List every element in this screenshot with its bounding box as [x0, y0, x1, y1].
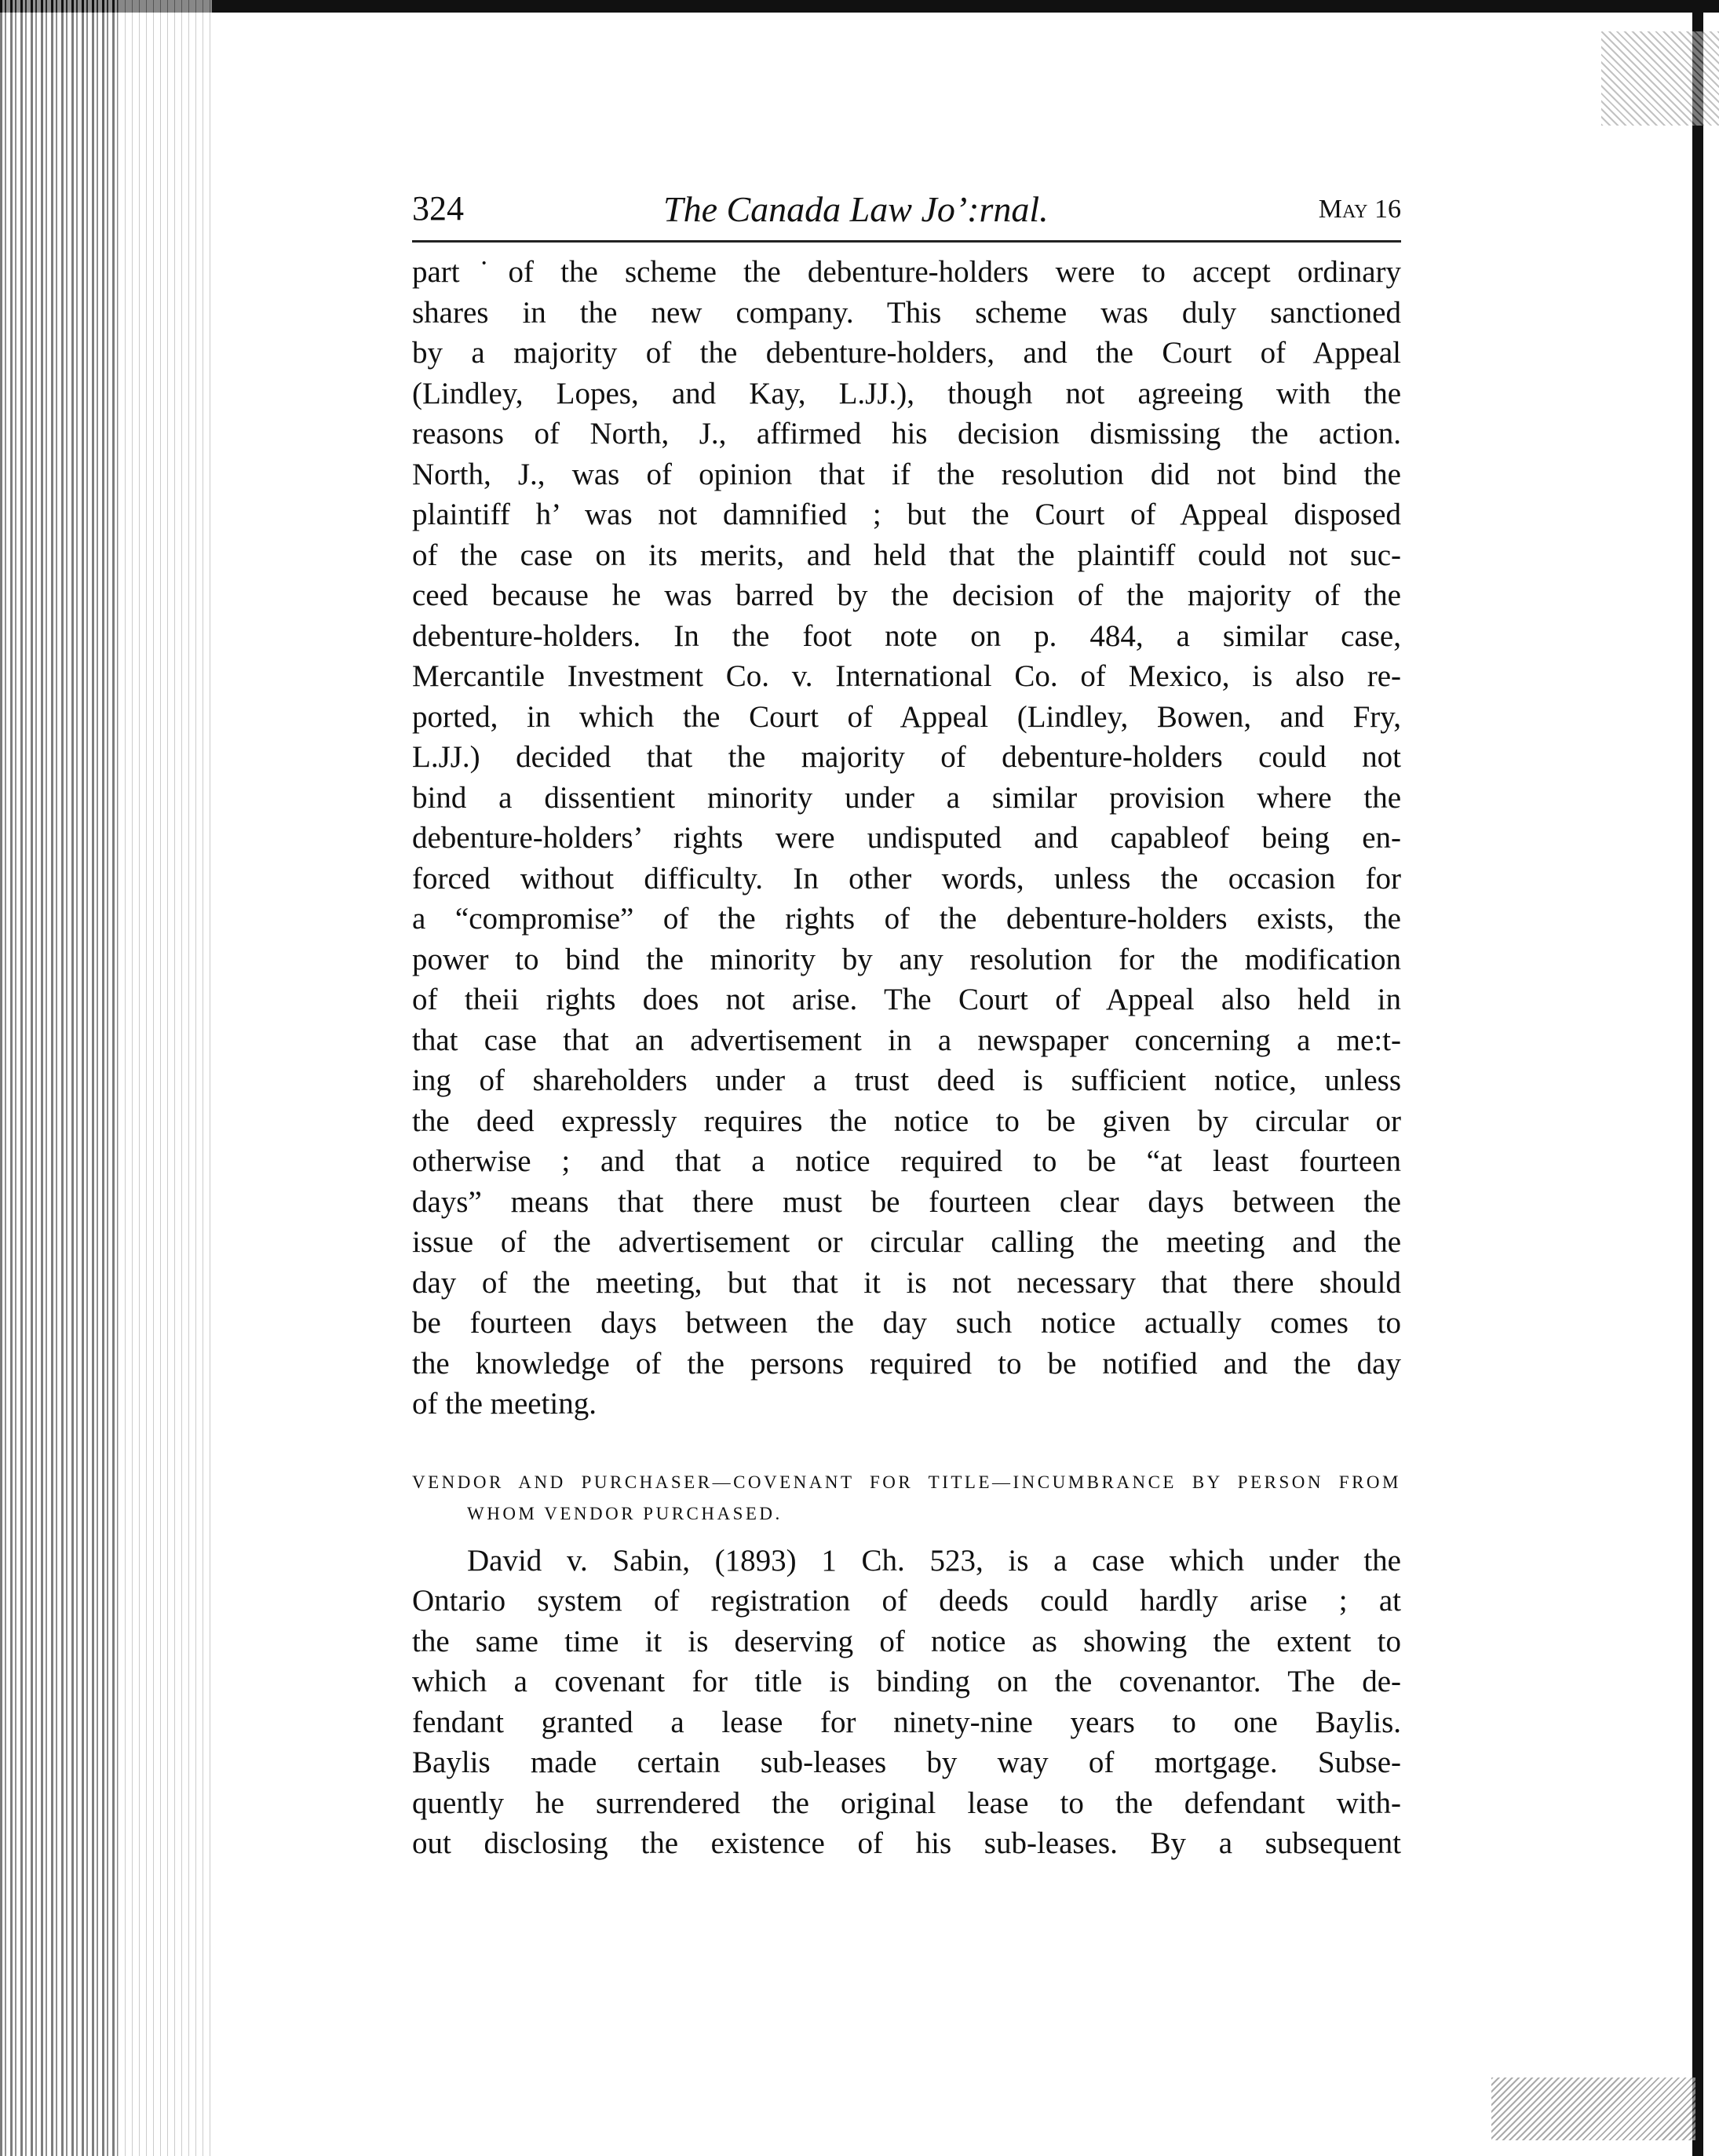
header-date: May 16: [1318, 195, 1401, 224]
paragraph-continuation: [412, 252, 1401, 1425]
text-line: part˙of the scheme the debenture-holders were to accept ordinary: [412, 255, 1401, 289]
text-line: debenture-holders. In the foot note on p. 484, a similar case,: [412, 618, 1401, 653]
text-line: days” means that there must be fourteen clear days between the: [412, 1184, 1401, 1219]
scan-noise-bottom-right: [1491, 2078, 1695, 2140]
heading-line: VENDOR AND PURCHASER—COVENANT FOR TITLE—INCUMBRANCE BY PERSON FROM: [412, 1472, 1401, 1492]
text-line: Ontario system of registration of deeds could hardly arise ; at: [412, 1584, 1401, 1618]
text-line: quently he surrendered the original lease to the defendant with-: [412, 1786, 1401, 1820]
text-line: shares in the new company. This scheme was duly sanctioned: [412, 295, 1401, 330]
text-line: ported, in which the Court of Appeal (Lindley, Bowen, and Fry,: [412, 699, 1401, 734]
text-line: the deed expressly requires the notice to be given by circular or: [412, 1104, 1401, 1138]
text-line-case-citation: Mercantile Investment Co. v. International Co. of Mexico, is also re-: [412, 659, 1401, 693]
text-line: Baylis made certain sub-leases by way of mortgage. Subse-: [412, 1746, 1401, 1779]
text-line: ing of shareholders under a trust deed is sufficient notice, unless: [412, 1063, 1401, 1097]
section-heading: [412, 1467, 1401, 1530]
text-line: ceed because he was barred by the decision of the majority of the: [412, 578, 1401, 612]
text-line: (Lindley, Lopes, and Kay, L.JJ.), though not agreeing with the: [412, 376, 1401, 410]
text-line: the knowledge of the persons required to be notified and the day: [412, 1346, 1401, 1381]
text-line: fendant granted a lease for ninety-nine years to one Baylis.: [412, 1705, 1401, 1739]
document-page: [412, 188, 1401, 1864]
text-line: which a covenant for title is binding on the covenantor. The de-: [412, 1665, 1401, 1698]
text-line: North, J., was of opinion that if the resolution did not bind the: [412, 457, 1401, 491]
running-header: [412, 188, 1401, 243]
text-line: otherwise ; and that a notice required to be “at least fourteen: [412, 1144, 1401, 1178]
text-line: out disclosing the existence of his sub-leases. By a subsequent: [412, 1826, 1401, 1860]
text-line: issue of the advertisement or circular calling the meeting and the: [412, 1225, 1401, 1259]
text-line: of theii rights does not arise. The Court of Appeal also held in: [412, 983, 1401, 1016]
text-line: bind a dissentient minority under a similar provision where the: [412, 780, 1401, 815]
heading-line: WHOM VENDOR PURCHASED.: [467, 1503, 783, 1523]
text-line: by a majority of the debenture-holders, and the Court of Appeal: [412, 336, 1401, 370]
text-line-case-citation: David v. Sabin, (1893) 1 Ch. 523, is a case which under the: [467, 1543, 1401, 1578]
scan-shadow-left: [118, 0, 212, 2156]
scan-border-right: [1692, 0, 1703, 2156]
text-line: power to bind the minority by any resolution for the modification: [412, 942, 1401, 976]
text-line: of the meeting.: [412, 1387, 597, 1421]
text-line: that case that an advertisement in a newspaper concerning a me:t-: [412, 1023, 1401, 1057]
paragraph-david-v-sabin: [412, 1541, 1401, 1864]
text-line: debenture-holders’ rights were undisputed and capableof being en-: [412, 821, 1401, 855]
scan-noise-top-right: [1601, 31, 1719, 126]
text-line: reasons of North, J., affirmed his decision dismissing the action.: [412, 417, 1401, 451]
text-line: of the case on its merits, and held that the plaintiff could not suc-: [412, 538, 1401, 572]
text-line: the same time it is deserving of notice as showing the extent to: [412, 1624, 1401, 1658]
page-number: 324: [412, 189, 464, 228]
text-line: a “compromise” of the rights of the debenture-holders exists, the: [412, 902, 1401, 936]
scan-border-left: [0, 0, 118, 2156]
text-line: L.JJ.) decided that the majority of debenture-holders could not: [412, 740, 1401, 774]
text-line: forced without difficulty. In other words, unless the occasion for: [412, 861, 1401, 896]
text-line: be fourteen days between the day such notice actually comes to: [412, 1306, 1401, 1340]
journal-title: The Canada Law Jo’:rnal.: [663, 189, 1049, 229]
text-line: plaintiff h’ was not damnified ; but the Court of Appeal disposed: [412, 498, 1401, 531]
text-line: day of the meeting, but that it is not necessary that there should: [412, 1265, 1401, 1300]
scan-border-top: [0, 0, 1719, 13]
